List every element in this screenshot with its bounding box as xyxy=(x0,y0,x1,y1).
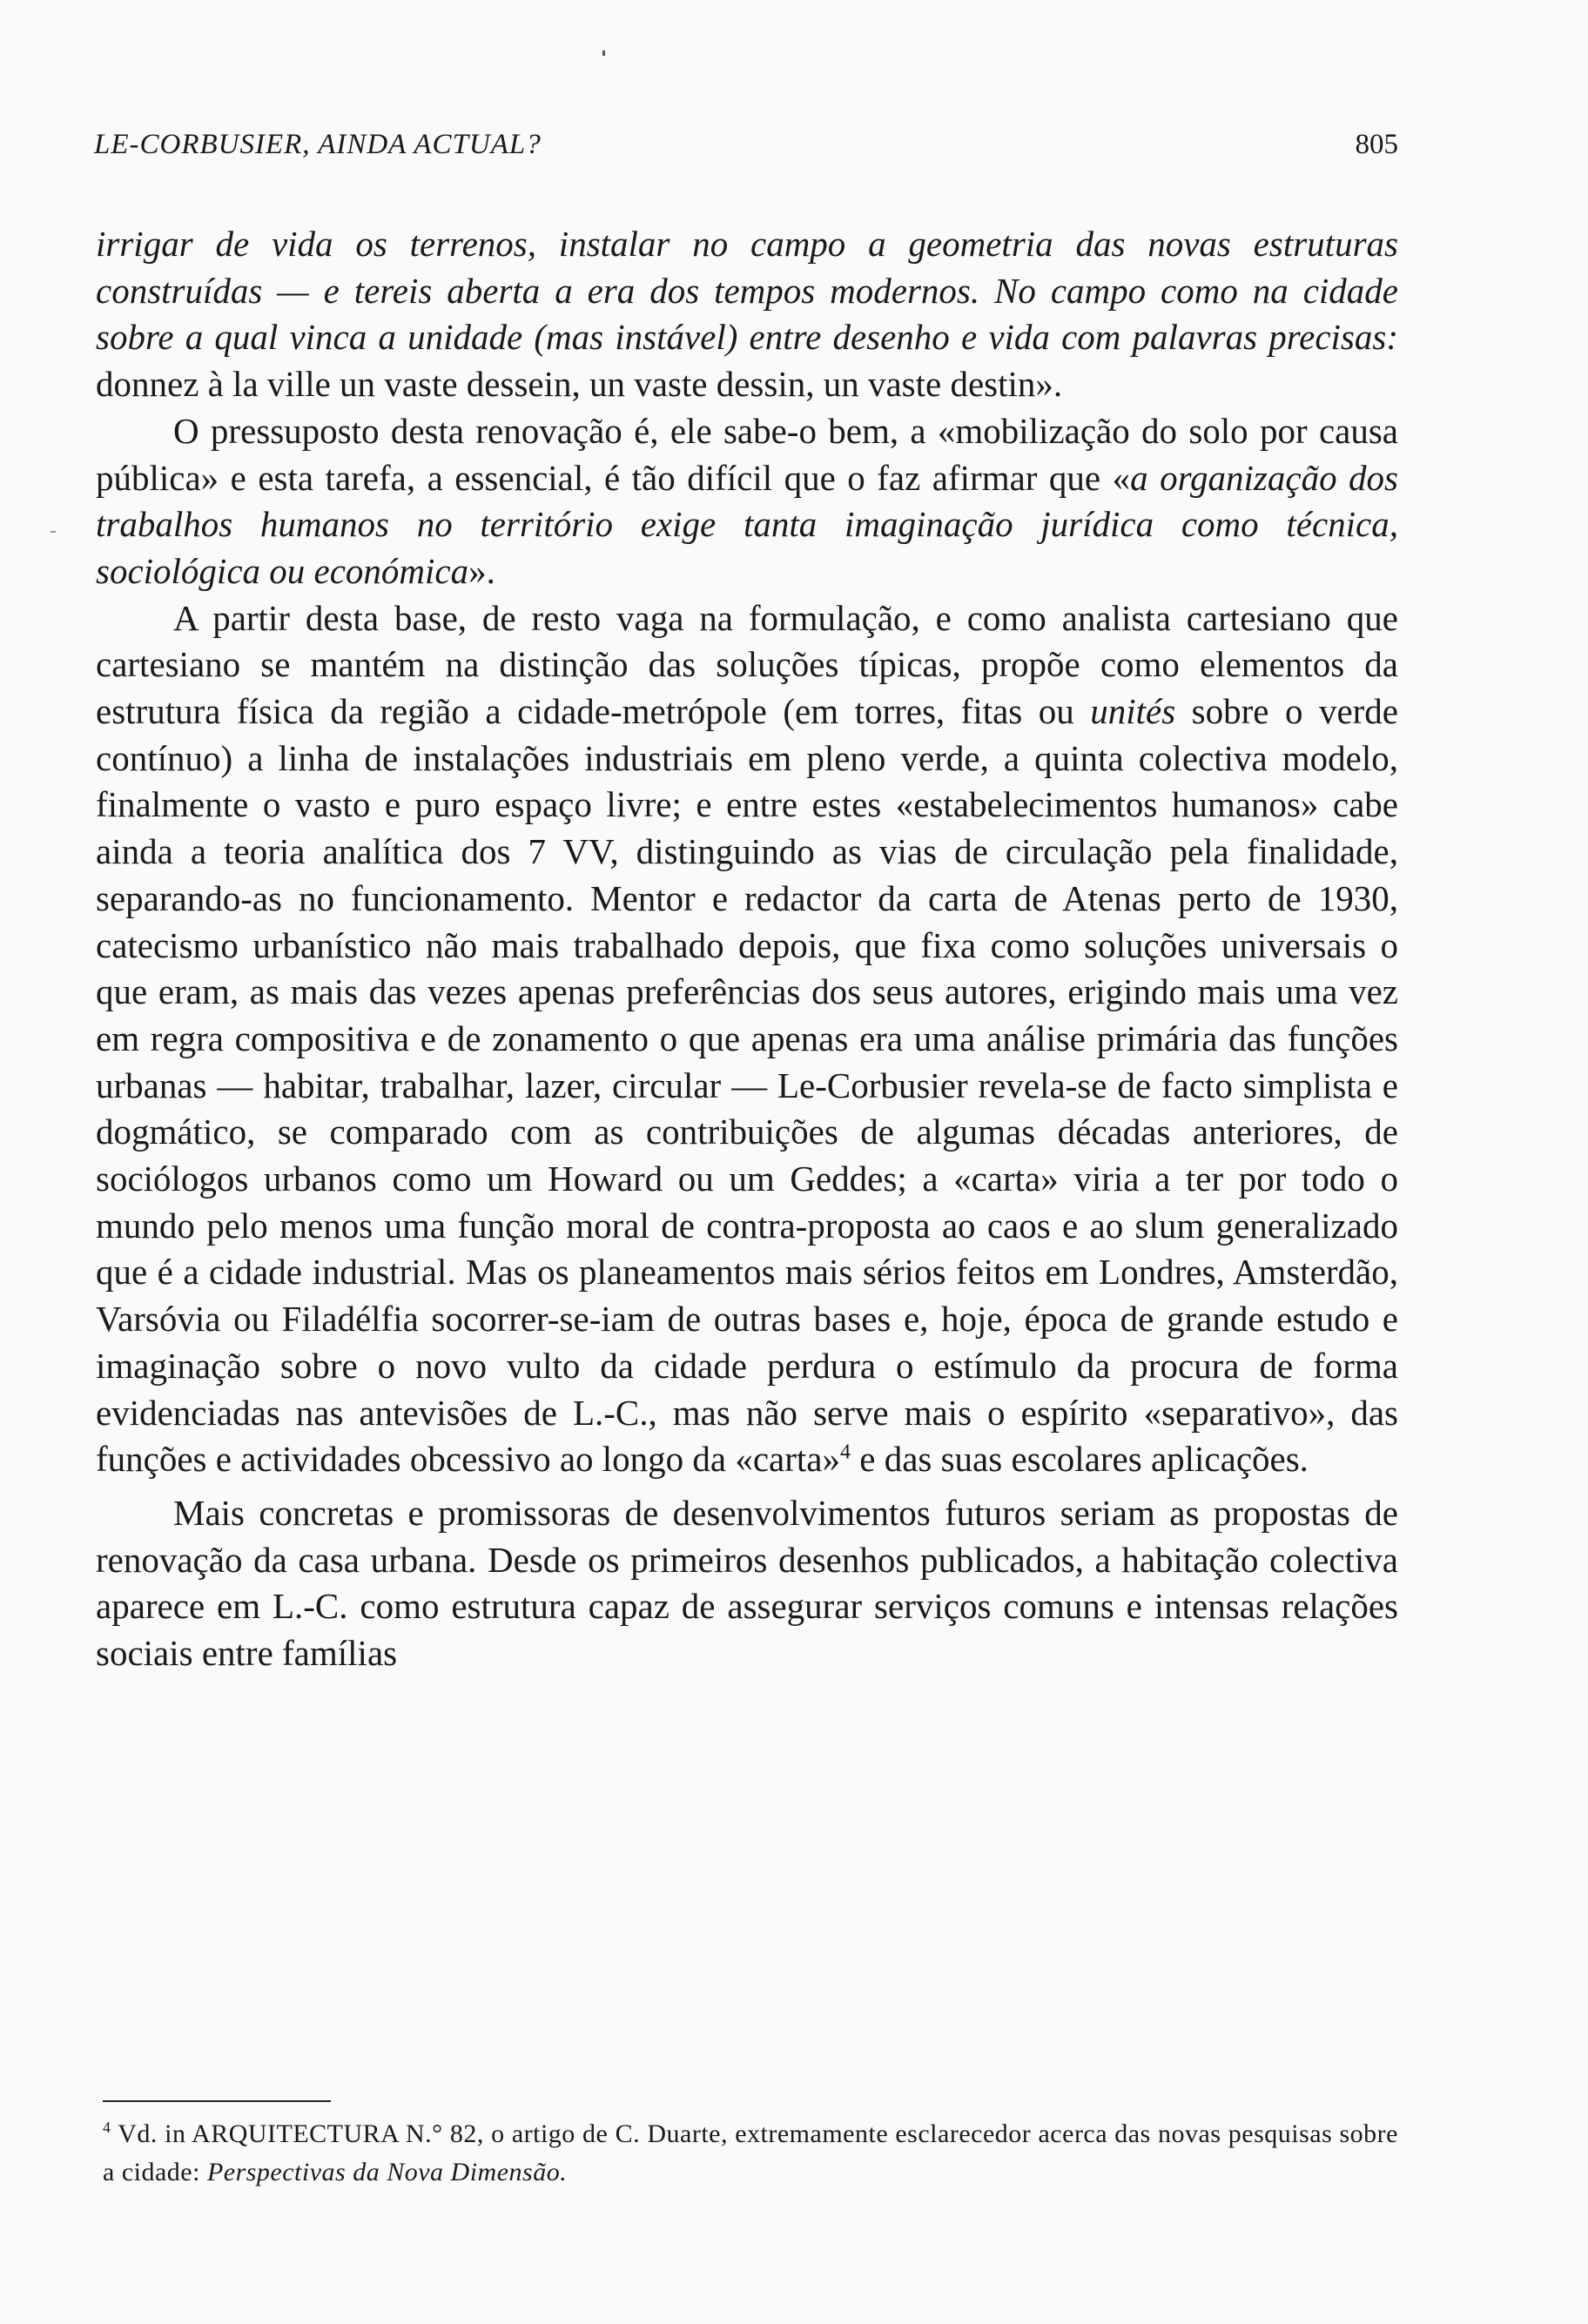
paragraph-2-quote: a organização dos trabalhos humanos no território exige tanta imaginação jurídica como técnica, sociológica ou económica xyxy=(96,457,1399,591)
body-text xyxy=(96,221,1398,1677)
paragraph-3-italic-unites: unités xyxy=(1090,691,1176,732)
paragraph-2 xyxy=(96,408,1398,595)
print-speck xyxy=(602,50,605,56)
paragraph-1 xyxy=(96,221,1398,408)
footnote-title: Perspectivas da Nova Dimensão. xyxy=(206,2158,568,2186)
running-title: LE-CORBUSIER, AINDA ACTUAL? xyxy=(94,129,542,160)
paragraph-3 xyxy=(96,595,1398,1483)
footnote-reference[interactable]: 4 xyxy=(840,1441,851,1464)
page-number: 805 xyxy=(1355,129,1398,160)
paragraph-1-italic: irrigar de vida os terrenos, instalar no campo a geometria das novas estruturas construídas — e tereis aberta a era dos tempos modernos. No campo como na cidade sobre a qual vinca a unidade (mas instável) entre desenho e vida com palavras precisas: xyxy=(96,224,1398,358)
paragraph-2-start: O pressuposto desta renovação é, ele sabe-o bem, a «mobilização do solo por causa pública» e esta tarefa, a essencial, é tão difícil que o faz afirmar que « xyxy=(96,410,1398,498)
footnote-mark: 4 xyxy=(103,2119,111,2136)
paragraph-1-roman: donnez à la ville un vaste dessein, un vaste dessin, un vaste destin». xyxy=(96,364,1063,405)
paragraph-2-end: ». xyxy=(468,550,495,591)
page-header xyxy=(94,129,1398,181)
margin-mark xyxy=(50,531,56,533)
footnote-text: Vd. in ARQUITECTURA N.° 82, o artigo de C. Duarte, extremamente esclarecedor acerca das novas pesquisas sobre a cidade: xyxy=(103,2119,1398,2186)
footnote xyxy=(103,2115,1398,2192)
paragraph-4: Mais concretas e promissoras de desenvolvimentos futuros seriam as propostas de renovação da casa urbana. Desde os primeiros desenhos publicados, a habitação colectiva aparece em L.-C. como estrutura capaz de assegurar serviços comuns e intensas relações sociais entre famílias xyxy=(96,1492,1398,1674)
footnote-rule xyxy=(103,2100,331,2102)
paragraph-3-middle: sobre o verde contínuo) a linha de instalações industriais em pleno verde, a quinta colectiva modelo, finalmente o vasto e puro espaço livre; e entre estes «estabelecimentos humanos» cabe ainda a teoria analítica dos 7 VV, distinguindo as vias de circulação pela finalidade, separando-as no funcionamento. Mentor e redactor da carta de Atenas perto de 1930, catecismo urbanístico não mais trabalhado depois, que fixa como soluções universais o que eram, as mais das vezes apenas preferências dos seus autores, erigindo mais uma vez em regra compositiva e de zonamento o que apenas era uma análise primária das funções urbanas — habitar, trabalhar, lazer, circular — Le-Corbusier revela-se de facto simplista e dogmático, se comparado com as contribuições de algumas décadas anteriores, de sociólogos urbanos como um Howard ou um Geddes; a «carta» viria a ter por todo o mundo pelo menos uma função moral de contra-proposta ao caos e ao slum generalizado que é a cidade industrial. Mas os planeamentos mais sérios feitos em Londres, Amsterdão, Varsóvia ou Filadélfia socorrer-se-iam de outras bases e, hoje, época de grande estudo e imaginação sobre o novo vulto da cidade perdura o estímulo da procura de forma evidenciadas nas antevisões de L.-C., mas não serve mais o espírito «separativo», das funções e actividades obcessivo ao longo da «carta» xyxy=(96,691,1398,1480)
paragraph-3-end: e das suas escolares aplicações. xyxy=(851,1439,1309,1480)
paragraph-3-start: A partir desta base, de resto vaga na formulação, e como analista cartesiano que cartesiano se mantém na distinção das soluções típicas, propõe como elementos da estrutura física da região a cidade-metrópole (em torres, fitas ou xyxy=(96,597,1398,732)
